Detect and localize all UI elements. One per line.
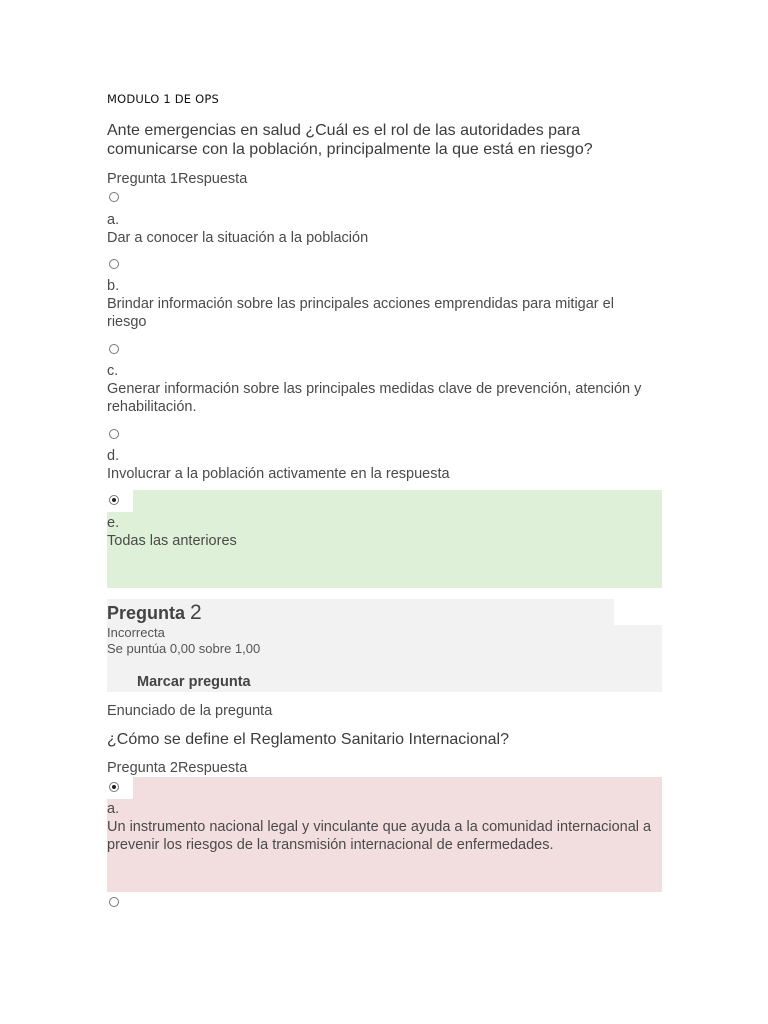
option-a-radio-wrap[interactable] <box>107 187 133 209</box>
q2-option-a-letter: a. <box>107 801 120 817</box>
option-b-text: Brindar información sobre las principales acciones emprendidas para mitigar el riesgo <box>107 296 614 330</box>
option-a-letter: a. <box>107 212 120 228</box>
flag-question-button[interactable]: Marcar pregunta <box>137 674 251 690</box>
option-b-radio-wrap[interactable] <box>107 254 133 276</box>
option-c-letter: c. <box>107 363 119 379</box>
option-d-radio[interactable] <box>109 429 119 439</box>
q2-option-a-radio[interactable] <box>109 782 119 792</box>
q2-option-b-radio[interactable] <box>109 897 119 907</box>
question-2-status: Incorrecta <box>107 625 165 640</box>
option-d-radio-wrap[interactable] <box>107 424 133 446</box>
option-b-radio[interactable] <box>109 259 119 269</box>
question-2-score: Se puntúa 0,00 sobre 1,00 <box>107 641 261 656</box>
question-2-title <box>107 601 202 625</box>
option-c-radio-wrap[interactable] <box>107 339 133 361</box>
option-e-radio[interactable] <box>109 495 119 505</box>
option-d-letter: d. <box>107 448 120 464</box>
question-2-title-word: Pregunta <box>107 603 186 623</box>
question-2-number: 2 <box>190 601 202 624</box>
question-2-answer-label: Pregunta 2Respuesta <box>107 760 248 776</box>
info-box-notch <box>614 599 662 625</box>
question-2-text: ¿Cómo se define el Reglamento Sanitario Internacional? <box>107 731 510 748</box>
q2-option-a-text: Un instrumento nacional legal y vinculante que ayuda a la comunidad internacional a prevenir los riesgos de la transmisión internacional de enfermedades. <box>107 819 652 853</box>
q2-option-a-radio-wrap[interactable] <box>107 777 133 799</box>
question-2-statement-label: Enunciado de la pregunta <box>107 703 273 719</box>
question-1-text: Ante emergencias en salud ¿Cuál es el rol de las autoridades para comunicarse con la población, principalmente la que está en riesgo? <box>107 122 593 158</box>
document-heading: MODULO 1 DE OPS <box>107 92 219 106</box>
option-a-text: Dar a conocer la situación a la población <box>107 230 369 246</box>
q2-option-b-radio-wrap[interactable] <box>107 892 133 914</box>
option-a-radio[interactable] <box>109 192 119 202</box>
option-c-radio[interactable] <box>109 344 119 354</box>
option-c-text: Generar información sobre las principales medidas clave de prevención, atención y rehabilitación. <box>107 381 642 415</box>
option-d-text: Involucrar a la población activamente en la respuesta <box>107 466 450 482</box>
question-1-answer-label: Pregunta 1Respuesta <box>107 171 248 187</box>
option-e-text: Todas las anteriores <box>107 533 237 549</box>
option-b-letter: b. <box>107 278 120 294</box>
option-e-letter: e. <box>107 515 120 531</box>
option-e-radio-wrap[interactable] <box>107 490 133 512</box>
